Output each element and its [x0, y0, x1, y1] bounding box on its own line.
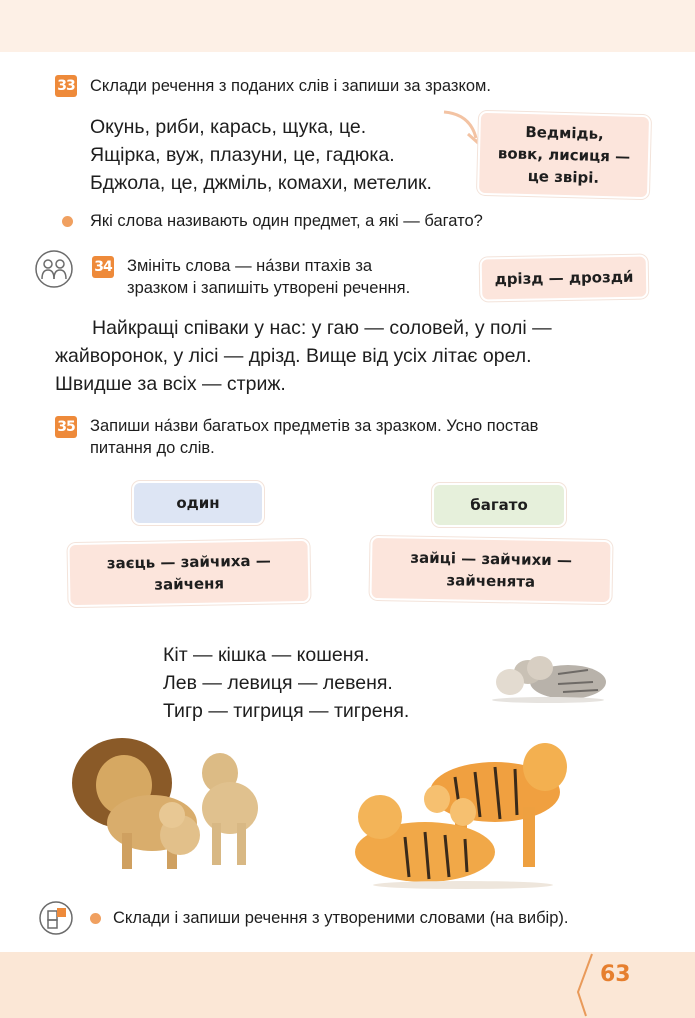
task-33-lines	[90, 113, 470, 197]
task-35-line: Тигр — тигриця — тигреня.	[163, 700, 410, 722]
task-33-question: Які слова називають один предмет, а які — багато?	[90, 212, 483, 230]
bullet-dot	[90, 913, 101, 924]
task-34-text-line: жайворонок, у лісі — дрізд. Вище від усіх літає орел.	[55, 345, 532, 367]
page-corner-line	[572, 952, 602, 1018]
cats-illustration	[488, 642, 610, 704]
task-34-text-line: Найкращі співаки у нас: у гаю — соловей, у полі —	[92, 317, 552, 339]
task-34-number: 34	[92, 256, 114, 278]
card-one-example	[69, 541, 308, 605]
task-35-line: Кіт — кішка — кошеня.	[163, 644, 370, 666]
task-33-line: Окунь, риби, карась, щука, це.	[90, 116, 367, 138]
task-35-number: 35	[55, 416, 77, 438]
lions-illustration	[62, 723, 267, 873]
task-34-instruction-line: Змініть слова — на́зви птахів за	[127, 257, 373, 275]
task-33-line: Бджола, це, джміль, комахи, метелик.	[90, 172, 432, 194]
puzzle-icon	[38, 900, 74, 936]
label-one: один	[134, 483, 262, 523]
task-33-line: Ящірка, вуж, плазуни, це, гадюка.	[90, 144, 395, 166]
task-33-example-card	[479, 113, 649, 197]
task-35-instruction	[90, 415, 650, 459]
task-34-text	[55, 314, 655, 398]
task-34-text-line: Швидше за всіх — стриж.	[55, 373, 286, 395]
task-34-instruction	[127, 255, 477, 299]
card-many-line: зайченята	[446, 571, 536, 591]
example-card-line: вовк, лисиця —	[497, 144, 631, 166]
task-35-instruction-line: питання до слів.	[90, 439, 215, 457]
example-card-line: Ведмідь,	[525, 122, 605, 144]
task-34-instruction-line: зразком і запишіть утворені речення.	[127, 279, 411, 297]
label-many: багато	[434, 485, 564, 525]
final-task: Склади і запиши речення з утвореними словами (на вибір).	[113, 909, 569, 927]
card-many-example	[371, 538, 610, 602]
page-number: 63	[600, 962, 631, 987]
task-35-instruction-line: Запиши на́зви багатьох предметів за зразком. Усно постав	[90, 417, 539, 435]
bullet-dot	[62, 216, 73, 227]
pair-work-icon	[34, 249, 74, 289]
top-band	[0, 0, 695, 52]
task-33-instruction: Склади речення з поданих слів і запиши за зразком.	[90, 77, 491, 95]
tigers-illustration	[345, 737, 580, 892]
card-one-line: зайченя	[154, 574, 225, 594]
task-33-number: 33	[55, 75, 77, 97]
task-35-line: Лев — левиця — левеня.	[163, 672, 393, 694]
task-35-lines	[163, 641, 483, 725]
example-card-line: це звірі.	[527, 167, 600, 187]
task-34-example-card: дрізд — дрозди́	[482, 257, 647, 300]
card-one-line: заєць — зайчиха —	[106, 551, 271, 573]
card-many-line: зайці — зайчихи —	[410, 548, 573, 570]
